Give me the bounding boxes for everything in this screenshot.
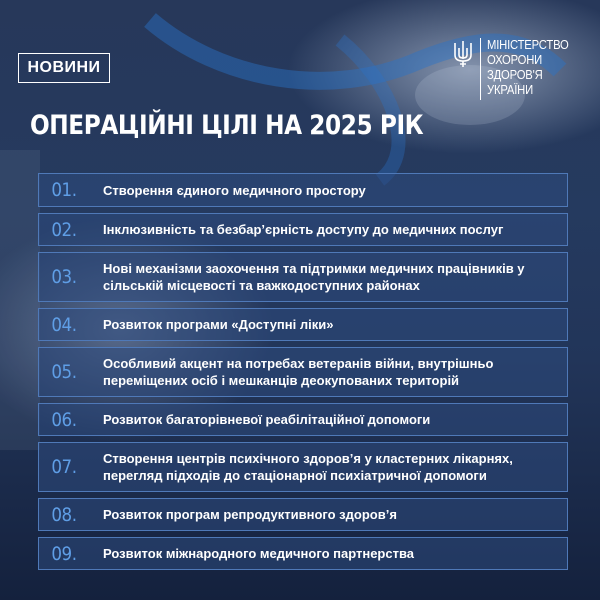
goal-item-04 bbox=[38, 308, 568, 341]
page-title: ОПЕРАЦІЙНІ ЦІЛІ НА 2025 РІК bbox=[30, 110, 424, 141]
goal-text: Створення центрів психічного здоров’я у кластерних лікарнях, перегляд підходів до стаціонарної психіатричної допомоги bbox=[103, 451, 513, 483]
goal-item-06 bbox=[38, 403, 568, 436]
trident-icon bbox=[452, 40, 474, 68]
goal-item-05 bbox=[38, 347, 568, 397]
goal-item-02 bbox=[38, 213, 568, 246]
goal-text: Особливий акцент на потребах ветеранів війни, внутрішньо переміщених осіб і мешканців деокупованих територій bbox=[103, 356, 494, 388]
ministry-name-line: УКРАЇНИ bbox=[487, 83, 534, 97]
goal-number: 04. bbox=[51, 313, 77, 336]
goal-text: Розвиток міжнародного медичного партнерства bbox=[103, 546, 415, 561]
goal-text: Створення єдиного медичного простору bbox=[103, 182, 366, 198]
goal-number: 08. bbox=[51, 503, 77, 526]
goal-text: Розвиток програм репродуктивного здоров’я bbox=[103, 507, 397, 522]
goal-number: 06. bbox=[51, 408, 77, 431]
goal-number: 07. bbox=[51, 456, 77, 478]
goal-item-08 bbox=[38, 498, 568, 531]
ministry-name-line: ЗДОРОВ'Я bbox=[487, 68, 543, 82]
ministry-logo bbox=[452, 38, 578, 100]
goal-number: 01. bbox=[51, 179, 77, 201]
goal-number: 09. bbox=[51, 542, 77, 565]
goal-item-03 bbox=[38, 252, 568, 302]
logo-divider bbox=[480, 38, 481, 100]
news-badge: НОВИНИ bbox=[18, 53, 110, 83]
goal-text: Розвиток програми «Доступні ліки» bbox=[103, 317, 334, 332]
goal-text: Розвиток багаторівневої реабілітаційної допомоги bbox=[103, 412, 431, 427]
goals-list bbox=[38, 173, 568, 570]
goal-item-01 bbox=[38, 173, 568, 207]
goal-text: Нові механізми заохочення та підтримки медичних працівників у сільській місцевості та важкодоступних районах bbox=[103, 261, 525, 293]
goal-number: 02. bbox=[51, 218, 77, 241]
goal-item-07 bbox=[38, 442, 568, 492]
goal-number: 03. bbox=[51, 266, 77, 288]
goal-item-09 bbox=[38, 537, 568, 570]
ministry-name-line: МІНІСТЕРСТВО bbox=[487, 38, 569, 52]
ministry-name-line: ОХОРОНИ bbox=[487, 53, 543, 67]
goal-number: 05. bbox=[51, 361, 77, 383]
goal-text: Інклюзивність та безбар’єрність доступу до медичних послуг bbox=[103, 222, 504, 237]
ministry-name bbox=[487, 38, 578, 98]
